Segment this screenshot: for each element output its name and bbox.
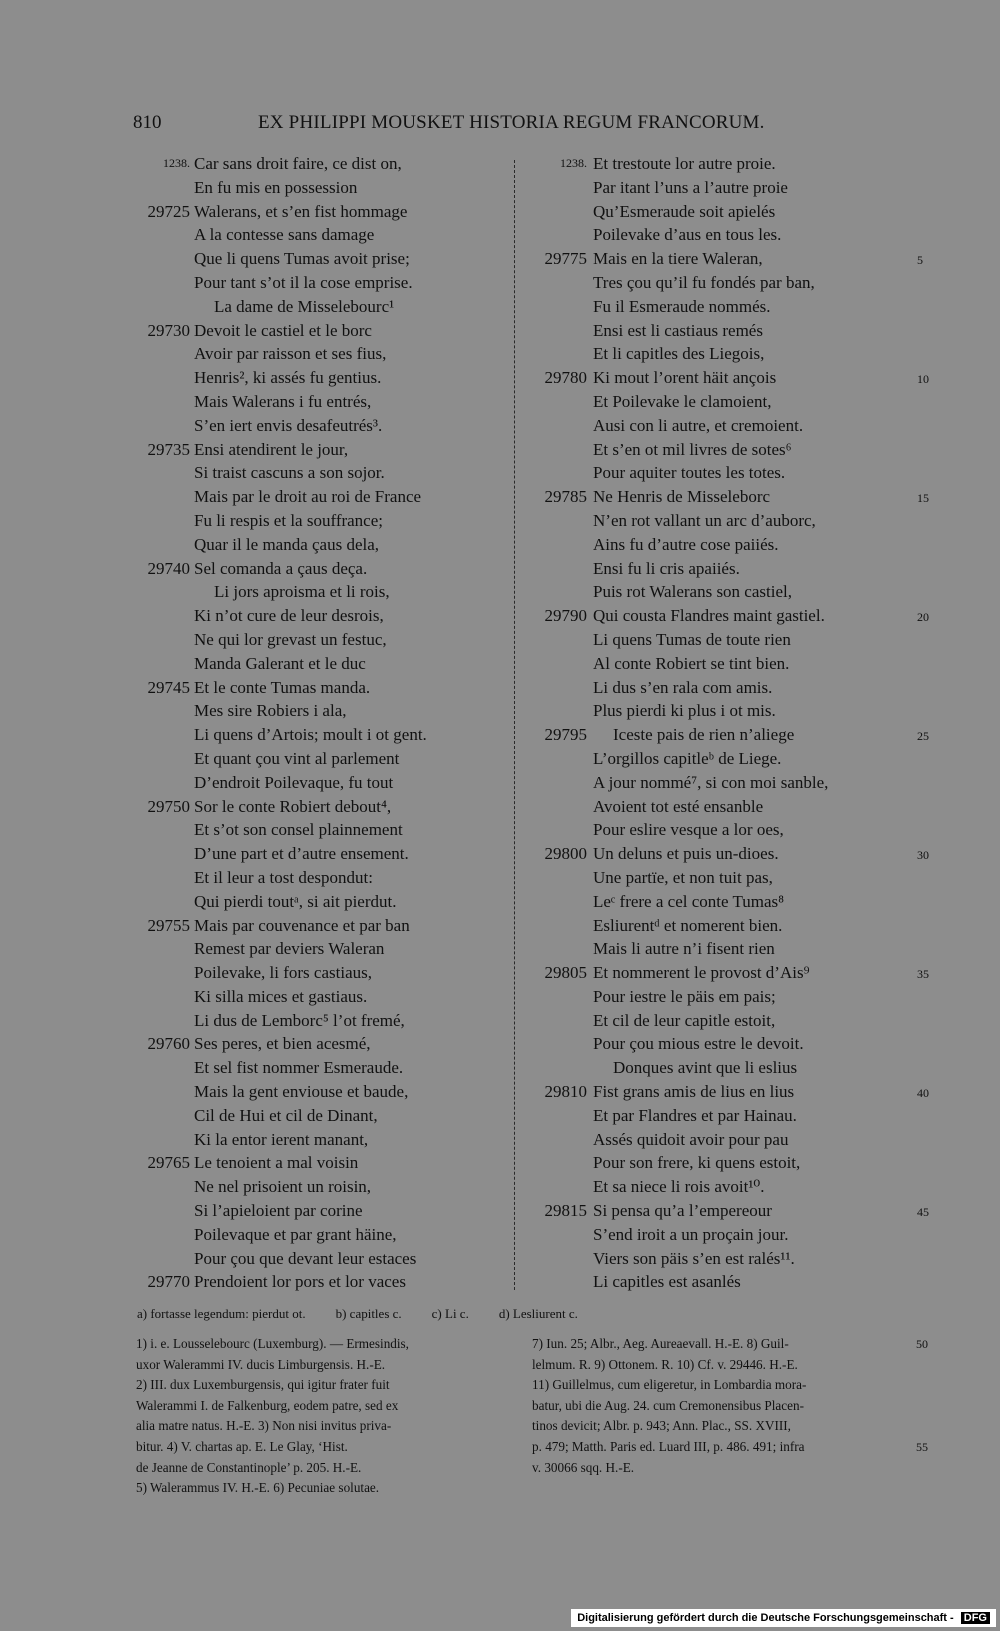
margin-number: 45 — [917, 1205, 929, 1220]
footnote-line — [532, 1396, 912, 1417]
verse-line — [118, 866, 510, 890]
margin-number: 10 — [917, 372, 929, 387]
verse-text: Iceste pais de rien n’aliege — [613, 725, 795, 745]
verse-line — [118, 200, 510, 224]
verse-line — [515, 200, 935, 224]
line-number: 29755 — [147, 915, 190, 935]
verse-line — [118, 842, 510, 866]
verse-line — [118, 390, 510, 414]
verse-text: Pour çou mious estre le devoit. — [593, 1034, 804, 1054]
verse-text: En fu mis en possession — [194, 177, 358, 197]
verse-line — [118, 961, 510, 985]
verse-text: Assés quidoit avoir pour pau — [593, 1129, 789, 1149]
verse-line — [118, 557, 510, 581]
verse-text: Avoir par raisson et ses fius, — [194, 344, 387, 364]
verse-line — [118, 319, 510, 343]
verse-line — [118, 985, 510, 1009]
footnote-line: 2) III. dux Luxemburgensis, qui igitur frater fuit — [136, 1377, 390, 1393]
footnote-line — [532, 1355, 912, 1376]
verse-line — [118, 1032, 510, 1056]
verse-text: Car sans droit faire, ce dist on, — [194, 154, 402, 173]
verse-text: Le tenoient a mal voisin — [194, 1153, 359, 1173]
verse-line — [515, 771, 935, 795]
verse-line — [515, 890, 935, 914]
verse-line — [515, 723, 935, 747]
verse-line — [118, 1247, 510, 1271]
margin-number: 55 — [916, 1439, 928, 1454]
verse-line — [515, 271, 935, 295]
verse-text: Fu il Esmeraude nommés. — [593, 296, 771, 316]
verse-text: Ensi atendirent le jour, — [194, 439, 349, 459]
verse-line — [118, 1199, 510, 1223]
verse-text: Mes sire Robiers i ala, — [194, 701, 347, 721]
verse-line — [118, 1104, 510, 1128]
footnote-line — [532, 1334, 928, 1355]
footnote-text: 11) Guillelmus, cum eligeretur, in Lombardia mora- — [532, 1377, 807, 1393]
verse-line — [118, 580, 510, 604]
verse-text: Mais par le droit au roi de France — [194, 487, 422, 507]
verse-text: Puis rot Walerans son castiel, — [593, 582, 792, 602]
verse-text: Sel comanda a çaus deça. — [194, 558, 368, 578]
verse-line — [515, 1270, 935, 1294]
verse-text: Ses peres, et bien acesmé, — [194, 1034, 371, 1054]
verse-text: Et s’en ot mil livres de sotes⁶ — [593, 439, 792, 459]
verse-text: Poilevaque et par grant häine, — [194, 1224, 397, 1244]
verse-line — [118, 342, 510, 366]
footnote-text: p. 479; Matth. Paris ed. Luard III, p. 486. 491; infra — [532, 1438, 805, 1454]
footnote-text: lelmum. R. 9) Ottonem. R. 10) Cf. v. 29446. H.-E. — [532, 1356, 798, 1372]
verse-line — [118, 533, 510, 557]
verse-line — [515, 1032, 935, 1056]
verse-text: Mais en la tiere Waleran, — [593, 249, 763, 269]
verse-text: Qui cousta Flandres maint gastiel. — [593, 606, 825, 626]
verse-line — [515, 1199, 935, 1223]
verse-line — [118, 509, 510, 533]
line-number: 29760 — [147, 1034, 190, 1054]
verse-line — [118, 271, 510, 295]
verse-line — [515, 961, 935, 985]
verse-line — [515, 914, 935, 938]
verse-line — [515, 342, 935, 366]
line-number: 29805 — [544, 963, 587, 983]
verse-text: N’en rot vallant un arc d’auborc, — [593, 510, 816, 530]
verse-line — [118, 176, 510, 200]
verse-text: Pour son frere, ki quens estoit, — [593, 1153, 801, 1173]
footnote-line: de Jeanne de Constantinople’ p. 205. H.-E. — [136, 1459, 362, 1475]
verse-text: Et s’ot son consel plainnement — [194, 820, 403, 840]
verse-line — [515, 557, 935, 581]
line-number: 29790 — [544, 606, 587, 626]
verse-line — [515, 176, 935, 200]
verse-text: Poilevake d’aus en tous les. — [593, 225, 782, 245]
margin-number: 20 — [917, 610, 929, 625]
verse-line — [515, 1175, 935, 1199]
line-number: 29770 — [147, 1272, 190, 1292]
verse-text: Par itant l’uns a l’autre proie — [593, 177, 788, 197]
line-number: 29730 — [147, 320, 190, 340]
verse-text: Et cil de leur capitle estoit, — [593, 1010, 776, 1030]
line-number: 1238. — [163, 156, 190, 170]
verse-text: S’end iroit a un proçain jour. — [593, 1224, 789, 1244]
verse-line — [118, 247, 510, 271]
verse-text: A jour nommé⁷, si con moi sanble, — [593, 772, 829, 792]
verse-text: Et trestoute lor autre proie. — [593, 154, 776, 173]
verse-text: Mais la gent enviouse et baude, — [194, 1082, 409, 1102]
verse-text: Esliurentᵈ et nomerent bien. — [593, 915, 783, 935]
verse-line — [515, 866, 935, 890]
footnote-text: v. 30066 sqq. H.-E. — [532, 1459, 635, 1475]
verse-line — [118, 1223, 510, 1247]
verse-line — [118, 461, 510, 485]
verse-text: Qui pierdi toutᵃ, si ait pierdut. — [194, 891, 397, 911]
left-column — [118, 152, 510, 1294]
verse-line — [118, 818, 510, 842]
running-title: EX PHILIPPI MOUSKET HISTORIA REGUM FRANCORUM. — [258, 112, 765, 133]
verse-line — [515, 319, 935, 343]
verse-line — [118, 438, 510, 462]
verse-line — [118, 914, 510, 938]
verse-text: Viers son päis s’en est ralés¹¹. — [593, 1248, 795, 1268]
verse-text: Et nommerent le provost d’Ais⁹ — [593, 963, 810, 983]
verse-text: Ne qui lor grevast un festuc, — [194, 629, 387, 649]
verse-line — [118, 652, 510, 676]
verse-line — [118, 937, 510, 961]
verse-text: Pour tant s’ot il la cose emprise. — [194, 272, 413, 292]
verse-line — [118, 1151, 510, 1175]
verse-line — [118, 1009, 510, 1033]
verse-line — [118, 1056, 510, 1080]
verse-text: D’une part et d’autre ensement. — [194, 844, 409, 864]
verse-line — [118, 628, 510, 652]
verse-text: Devoit le castiel et le borc — [194, 320, 372, 340]
verse-text: D’endroit Poilevaque, fu tout — [194, 772, 394, 792]
verse-line — [515, 1151, 935, 1175]
verse-text: Et sel fist nommer Esmeraude. — [194, 1058, 404, 1078]
verse-line — [118, 223, 510, 247]
footnote-line: bitur. 4) V. chartas ap. E. Le Glay, ‘Hist. — [136, 1438, 348, 1454]
verse-line — [515, 676, 935, 700]
verse-line — [118, 295, 510, 319]
verse-text: Ne Henris de Misseleborc — [593, 487, 771, 507]
digitization-footer — [571, 1609, 996, 1627]
verse-text: Mais Walerans i fu entrés, — [194, 391, 372, 411]
verse-text: Mais par couvenance et par ban — [194, 915, 410, 935]
verse-text: Et sa niece li rois avoit¹⁰. — [593, 1177, 765, 1197]
verse-text: Fu li respis et la souffrance; — [194, 510, 384, 530]
footnote-text: tinos devicit; Albr. p. 943; Ann. Plac., SS. XVIII, — [532, 1418, 791, 1434]
verse-line — [118, 723, 510, 747]
verse-text: Li quens d’Artois; moult i ot gent. — [194, 725, 427, 745]
verse-line — [515, 795, 935, 819]
verse-line — [118, 747, 510, 771]
margin-number: 30 — [917, 848, 929, 863]
line-number: 29780 — [544, 368, 587, 388]
line-number: 1238. — [560, 156, 587, 170]
critical-note: b) capitles c. — [335, 1306, 402, 1321]
verse-line — [515, 604, 935, 628]
verse-line — [515, 533, 935, 557]
line-number: 29815 — [544, 1201, 587, 1221]
verse-text: Avoient tot esté ensanble — [593, 796, 764, 816]
verse-text: Et quant çou vint al parlement — [194, 748, 400, 768]
footnote-line: 5) Walerammus IV. H.-E. 6) Pecuniae solutae. — [136, 1480, 380, 1496]
margin-number: 35 — [917, 967, 929, 982]
verse-text: Ensi fu li cris apaiiés. — [593, 558, 740, 578]
verse-line — [515, 247, 935, 271]
verse-line — [515, 152, 935, 176]
critical-note: a) fortasse legendum: pierdut ot. — [137, 1306, 306, 1321]
verse-line — [118, 890, 510, 914]
verse-line — [515, 366, 935, 390]
verse-text: Li dus de Lemborc⁵ l’ot fremé, — [194, 1010, 405, 1030]
verse-text: Henris², ki assés fu gentius. — [194, 368, 382, 388]
verse-text: Et le conte Tumas manda. — [194, 677, 371, 697]
verse-line — [515, 818, 935, 842]
critical-note: c) Li c. — [431, 1306, 469, 1321]
verse-line — [515, 438, 935, 462]
verse-line — [118, 604, 510, 628]
margin-number: 15 — [917, 491, 929, 506]
verse-text: Ensi est li castiaus remés — [593, 320, 763, 340]
verse-text: Pour aquiter toutes les totes. — [593, 463, 786, 483]
verse-text: Quar il le manda çaus dela, — [194, 534, 380, 554]
verse-text: Li capitles est asanlés — [593, 1272, 741, 1292]
verse-text: La dame de Misselebourc¹ — [214, 296, 395, 316]
footnote-line: alia matre natus. H.-E. 3) Non nisi invitus priva- — [136, 1418, 392, 1434]
verse-line — [515, 461, 935, 485]
verse-text: Et Poilevake le clamoient, — [593, 391, 772, 411]
verse-text: Ki silla mices et gastiaus. — [194, 986, 368, 1006]
page-number: 810 — [133, 112, 162, 133]
footnotes-right — [532, 1334, 928, 1478]
verse-line — [515, 1056, 935, 1080]
footnote-line — [532, 1416, 912, 1437]
verse-line — [118, 485, 510, 509]
footnote-text: 7) Iun. 25; Albr., Aeg. Aureaevall. H.-E. 8) Guil- — [532, 1336, 789, 1351]
line-number: 29775 — [544, 249, 587, 269]
verse-line — [118, 1270, 510, 1294]
verse-text: Ki n’ot cure de leur desrois, — [194, 606, 384, 626]
verse-text: Pour iestre le päis em pais; — [593, 986, 776, 1006]
verse-text: Et par Flandres et par Hainau. — [593, 1105, 797, 1125]
verse-text: Mais li autre n’i fisent rien — [593, 939, 775, 959]
footnote-line: Walerammi I. de Falkenburg, eodem patre, sed ex — [136, 1397, 399, 1413]
footnote-line — [532, 1375, 912, 1396]
verse-text: Et il leur a tost despondut: — [194, 867, 373, 887]
verse-text: Et li capitles des Liegois, — [593, 344, 765, 364]
line-number: 29810 — [544, 1082, 587, 1102]
verse-text: Ains fu d’autre cose paiiés. — [593, 534, 779, 554]
critical-apparatus — [137, 1306, 608, 1322]
margin-number: 40 — [917, 1086, 929, 1101]
verse-line — [515, 485, 935, 509]
page-header — [0, 112, 1000, 138]
verse-line — [515, 1009, 935, 1033]
footnote-text: batur, ubi die Aug. 24. cum Cremonensibus Placen- — [532, 1397, 804, 1413]
verse-line — [118, 414, 510, 438]
verse-text: Ki mout l’orent häit ançois — [593, 368, 777, 388]
verse-line — [515, 1080, 935, 1104]
verse-line — [118, 152, 510, 176]
verse-line — [515, 937, 935, 961]
footnote-line — [532, 1458, 912, 1479]
verse-text: Si pensa qu’a l’empereour — [593, 1201, 772, 1221]
line-number: 29740 — [147, 558, 190, 578]
verse-line — [515, 1104, 935, 1128]
verse-line — [118, 699, 510, 723]
verse-text: Li quens Tumas de toute rien — [593, 629, 791, 649]
right-column — [515, 152, 935, 1294]
line-number: 29745 — [147, 677, 190, 697]
verse-text: L’orgillos capitleᵇ de Liege. — [593, 748, 782, 768]
verse-text: Manda Galerant et le duc — [194, 653, 366, 673]
verse-text: Si traist cascuns a son sojor. — [194, 463, 385, 483]
footnote-line — [532, 1437, 928, 1458]
verse-text: Un deluns et puis un-dioes. — [593, 844, 779, 864]
verse-text: Pour eslire vesque a lor oes, — [593, 820, 784, 840]
verse-line — [118, 771, 510, 795]
verse-text: Poilevake, li fors castiaus, — [194, 963, 372, 983]
margin-number: 50 — [916, 1337, 928, 1351]
line-number: 29800 — [544, 844, 587, 864]
verse-text: Cil de Hui et cil de Dinant, — [194, 1105, 378, 1125]
dfg-logo: DFG — [961, 1612, 990, 1624]
footer-text: Digitalisierung gefördert durch die Deutsche Forschungsgemeinschaft - — [577, 1612, 954, 1624]
verse-line — [118, 1175, 510, 1199]
verse-text: Leᶜ frere a cel conte Tumas⁸ — [593, 891, 785, 911]
verse-text: Une partïe, et non tuit pas, — [593, 867, 773, 887]
verse-text: Que li quens Tumas avoit prise; — [194, 249, 410, 269]
verse-text: Li dus s’en rala com amis. — [593, 677, 773, 697]
verse-line — [515, 414, 935, 438]
verse-line — [515, 747, 935, 771]
verse-text: Tres çou qu’il fu fondés par ban, — [593, 272, 815, 292]
verse-text: Ne nel prisoient un roisin, — [194, 1177, 372, 1197]
verse-text: Ausi con li autre, et cremoient. — [593, 415, 804, 435]
verse-line — [515, 223, 935, 247]
verse-line — [118, 1080, 510, 1104]
verse-line — [515, 1223, 935, 1247]
verse-text: Al conte Robiert se tint bien. — [593, 653, 790, 673]
critical-note: d) Lesliurent c. — [498, 1306, 578, 1321]
verse-text: Qu’Esmeraude soit apielés — [593, 201, 776, 221]
verse-text: Walerans, et s’en fist hommage — [194, 201, 408, 221]
verse-line — [515, 652, 935, 676]
line-number: 29735 — [147, 439, 190, 459]
verse-line — [118, 1128, 510, 1152]
margin-number: 25 — [917, 729, 929, 744]
verse-line — [515, 985, 935, 1009]
verse-text: Prendoient lor pors et lor vaces — [194, 1272, 406, 1292]
verse-text: Ki la entor ierent manant, — [194, 1129, 369, 1149]
line-number: 29750 — [147, 796, 190, 816]
verse-line — [118, 366, 510, 390]
footnotes-left — [136, 1334, 516, 1499]
verse-text: Plus pierdi ki plus i ot mis. — [593, 701, 776, 721]
verse-text: A la contesse sans damage — [194, 225, 375, 245]
verse-line — [515, 1247, 935, 1271]
line-number: 29785 — [544, 487, 587, 507]
verse-line — [515, 295, 935, 319]
verse-line — [515, 699, 935, 723]
verse-line — [515, 842, 935, 866]
line-number: 29795 — [544, 725, 587, 745]
line-number: 29725 — [147, 201, 190, 221]
footnote-line: 1) i. e. Lousselebourc (Luxemburg). — Ermesindis, — [136, 1336, 409, 1351]
verse-text: Pour çou que devant leur estaces — [194, 1248, 417, 1268]
margin-number: 5 — [917, 253, 923, 268]
verse-line — [118, 676, 510, 700]
verse-text: Fist grans amis de lius en lius — [593, 1082, 795, 1102]
verse-line — [118, 795, 510, 819]
verse-text: Si l’apieloient par corine — [194, 1201, 363, 1221]
verse-line — [515, 390, 935, 414]
verse-line — [515, 580, 935, 604]
line-number: 29765 — [147, 1153, 190, 1173]
verse-text: Sor le conte Robiert debout⁴, — [194, 796, 392, 816]
verse-line — [515, 1128, 935, 1152]
verse-text: Donques avint que li eslius — [613, 1058, 798, 1078]
verse-text: Li jors aproisma et li rois, — [214, 582, 390, 602]
verse-text: S’en iert envis desafeutrés³. — [194, 415, 383, 435]
verse-line — [515, 509, 935, 533]
verse-line — [515, 628, 935, 652]
footnote-line: uxor Walerammi IV. ducis Limburgensis. H.-E. — [136, 1356, 386, 1372]
verse-text: Remest par deviers Waleran — [194, 939, 385, 959]
